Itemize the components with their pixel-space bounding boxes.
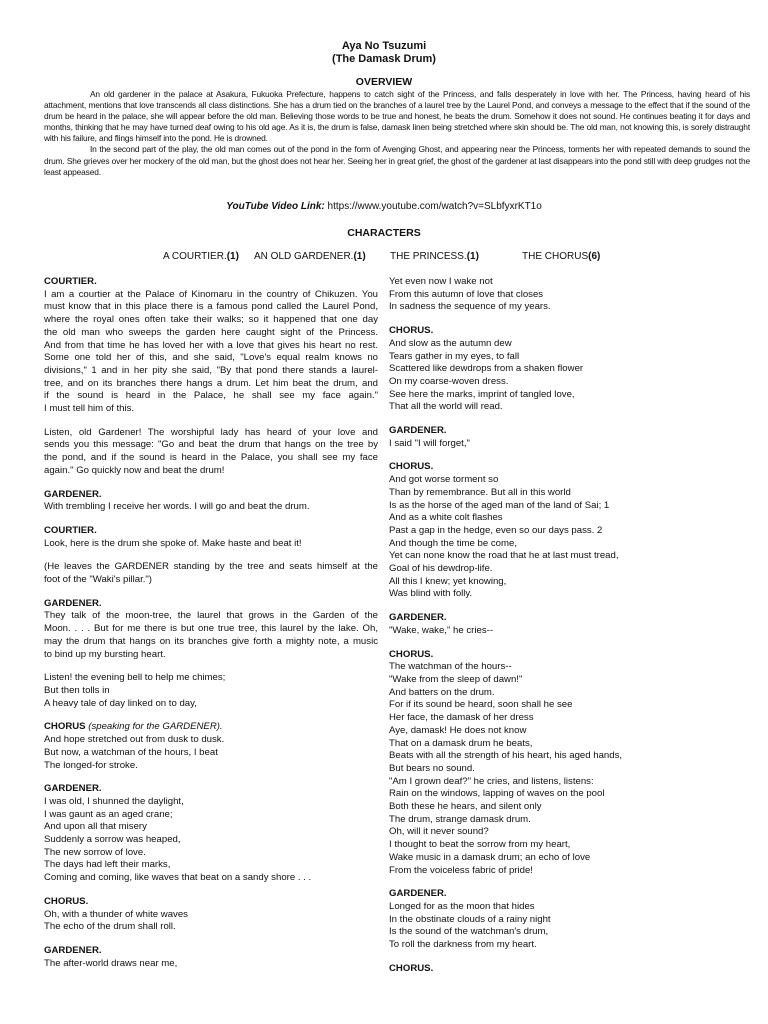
stage-direction: (speaking for the GARDENER). — [85, 721, 223, 733]
speaker-name — [44, 896, 378, 909]
dialogue-block — [44, 945, 378, 970]
script-line: Listen, old Gardener! The worshipful lady has heard of your love and — [44, 426, 378, 438]
script-line: Than by remembrance. But all in this world — [389, 486, 571, 498]
script-line: "Am I grown deaf?" he cries, and listens, listens: — [389, 775, 594, 787]
speaker-name — [44, 945, 378, 958]
dialogue-block — [44, 525, 378, 550]
character-count: (1) — [353, 251, 366, 262]
script-line: (He leaves the GARDENER standing by the tree and seats himself at the — [44, 561, 378, 573]
speaker-label: GARDENER. — [44, 783, 102, 795]
character-name: AN OLD GARDENER. — [254, 251, 354, 262]
play-subtitle: (The Damask Drum) — [332, 53, 436, 65]
script-line: Oh, will it never sound? — [389, 826, 489, 838]
script-line: the pond, and if the sound is heard in the Palace, you shall see my face — [44, 452, 378, 464]
script-line: And hope stretched out from dusk to dusk. — [44, 734, 225, 746]
script-line: The days had left their marks, — [44, 859, 171, 871]
script-line: Yet even now I wake not — [389, 276, 493, 287]
character-count: (1) — [466, 251, 479, 262]
script-line: Look, here is the drum she spoke of. Make haste and beat it! — [44, 537, 302, 549]
script-line: I was gaunt as an aged crane; — [44, 808, 173, 820]
script-line: Coming and coming, like waves that beat on a sandy shore . . . — [44, 872, 312, 884]
youtube-link-line — [0, 201, 768, 212]
script-line: Is as the horse of the aged man of the land of Sai; 1 — [389, 499, 610, 511]
script-line: On my coarse-woven dress. — [389, 375, 509, 387]
script-line: Both these he hears, and silent only — [389, 801, 542, 813]
script-line: Longed for as the moon that hides — [389, 900, 535, 912]
youtube-link-colon: : — [321, 201, 325, 212]
script-line: From this autumn of love that closes — [389, 288, 544, 300]
speaker-name — [389, 425, 734, 438]
script-line: sends you this message: "Go and beat the drum that hangs on the tree by — [44, 439, 378, 451]
dialogue-block — [44, 561, 378, 586]
script-line: Tears gather in my eyes, to fall — [389, 350, 520, 362]
dialogue-block — [389, 963, 734, 976]
script-line: I was old, I shunned the daylight, — [44, 795, 184, 807]
script-line: To roll the darkness from my heart. — [389, 939, 537, 951]
speaker-label: COURTIER. — [44, 276, 97, 287]
script-line: All this I knew; yet knowing, — [389, 575, 507, 587]
script-line: Oh, with a thunder of white waves — [44, 908, 188, 920]
character-count: (6) — [588, 251, 601, 262]
youtube-link-label: YouTube Video Link — [226, 201, 322, 212]
script-line: Wake music in a damask drum; an echo of love — [389, 851, 591, 863]
script-line: Rain on the windows, lapping of waves on the pool — [389, 788, 605, 800]
script-line: Was blind with folly. — [389, 588, 473, 600]
speaker-name — [44, 783, 378, 796]
overview-heading: OVERVIEW — [355, 76, 413, 88]
script-line: In the obstinate clouds of a rainy night — [389, 913, 551, 925]
dialogue-block — [389, 276, 734, 314]
script-line: See here the marks, imprint of tangled love, — [389, 388, 575, 400]
characters-heading: CHARACTERS — [347, 227, 421, 239]
speaker-label: CHORUS. — [389, 962, 434, 974]
dialogue-block — [389, 649, 734, 878]
play-title: Aya No Tsuzumi — [341, 40, 427, 52]
script-line: But then tolls in — [44, 684, 110, 696]
speaker-name — [44, 276, 378, 289]
dialogue-block — [44, 721, 378, 772]
script-line: In sadness the sequence of my years. — [389, 301, 551, 313]
dialogue-block — [44, 427, 378, 478]
script-line: Moon. . . . But for me there is but one true tree, this laurel by the lake. Oh, — [44, 623, 378, 635]
speaker-name — [389, 325, 734, 338]
script-line: For if its sound be heard, soon shall he see — [389, 699, 573, 711]
script-line: The longed-for stroke. — [44, 759, 138, 771]
speaker-label: CHORUS. — [389, 461, 434, 473]
script-line: And batters on the drum. — [389, 686, 495, 698]
speaker-label: GARDENER. — [44, 488, 102, 500]
script-line: Some one told her of this, and she said, "Love's equal realm knows no — [44, 352, 378, 364]
script-line: The after-world draws near me, — [44, 957, 178, 969]
script-line: to bind up my bursting heart. — [44, 648, 166, 660]
character-name: THE CHORUS — [522, 251, 589, 262]
script-right-column — [389, 276, 734, 986]
script-line: where the royal ones often take their walks; so it happened that one day — [44, 314, 378, 326]
character-chorus — [522, 251, 600, 262]
script-line: Aye, damask! He does not know — [389, 724, 527, 736]
script-line: if the sound is heard in the Palace, he shall see my face again." — [44, 390, 378, 402]
speaker-name — [389, 888, 734, 901]
dialogue-block — [389, 612, 734, 637]
script-line: Her face, the damask of her dress — [389, 712, 534, 724]
speaker-label: CHORUS. — [389, 325, 434, 337]
dialogue-block — [389, 425, 734, 450]
speaker-label: CHORUS. — [389, 648, 434, 660]
character-gardener — [254, 251, 366, 262]
script-line: And got worse torment so — [389, 474, 499, 486]
speaker-label: GARDENER. — [44, 597, 102, 609]
script-line: must know that in this place there is a famous pond called the Laurel Pond, — [44, 301, 378, 313]
script-line: And as a white colt flashes — [389, 512, 503, 524]
character-name: A COURTIER. — [163, 251, 227, 262]
script-line: may the drum that hangs on its branches give forth a mighty note, a music — [44, 635, 378, 647]
script-line: And from that time he has loved her with a love that gives his heart no rest. — [44, 339, 378, 351]
speaker-label: CHORUS — [44, 721, 86, 733]
speaker-label: CHORUS. — [44, 895, 89, 907]
script-line: "Wake from the sleep of dawn!" — [389, 673, 523, 685]
script-line: divisions," 1 and in her pity she said, "By that pond there stands a laurel- — [44, 364, 378, 376]
overview-paragraph: In the second part of the play, the old man comes out of the pond in the form of Avenging Ghost, and appearing near the Princess, torments her with repeated demands to sound the drum. She grieves over her mockery of the old man, but the ghost does not hear her. Seeing her in great grief, the ghost of the gardener at last disappears into the pond still with deep grudges not the least appeased. — [44, 144, 750, 177]
dialogue-block — [389, 888, 734, 952]
speaker-name — [389, 612, 734, 625]
dialogue-block — [44, 598, 378, 662]
speaker-label: GARDENER. — [389, 888, 447, 900]
script-line: The new sorrow of love. — [44, 846, 146, 858]
script-line: I must tell him of this. — [44, 403, 135, 415]
script-line: again." Go quickly now and beat the drum! — [44, 464, 225, 476]
character-courtier — [163, 251, 239, 262]
speaker-name — [44, 721, 378, 734]
script-line: I thought to beat the sorrow from my heart, — [389, 839, 571, 851]
script-line: But now, a watchman of the hours, I beat — [44, 746, 218, 758]
script-line: Scattered like dewdrops from a shaken flower — [389, 363, 584, 375]
script-line: tree, and on its branches there hangs a drum. Let him beat the drum, and — [44, 377, 378, 389]
script-left-column — [44, 276, 378, 981]
speaker-name — [389, 461, 734, 474]
script-line: the old man who sweeps the garden here caught sight of the Princess. — [44, 326, 378, 338]
script-line: "Wake, wake," he cries-- — [389, 624, 494, 636]
script-line: Yet can none know the road that he at last must tread, — [389, 550, 619, 562]
dialogue-block — [44, 896, 378, 934]
script-line: But bears no sound. — [389, 762, 475, 774]
script-line: Suddenly a sorrow was heaped, — [44, 834, 181, 846]
script-line: Beats with all the strength of his heart, his aged hands, — [389, 750, 623, 762]
script-line: I said "I will forget," — [389, 437, 470, 449]
speaker-name — [44, 525, 378, 538]
speaker-label: GARDENER. — [389, 425, 447, 437]
speaker-label: COURTIER. — [44, 524, 97, 536]
dialogue-block — [44, 672, 378, 710]
script-line: With trembling I receive her words. I will go and beat the drum. — [44, 501, 310, 513]
speaker-label: GARDENER. — [389, 612, 447, 624]
script-line: The drum, strange damask drum. — [389, 813, 531, 825]
script-line: The watchman of the hours-- — [389, 661, 512, 673]
script-line: That on a damask drum he beats, — [389, 737, 533, 749]
script-line: Goal of his dewdrop-life. — [389, 563, 493, 575]
script-line: That all the world will read. — [389, 401, 503, 413]
script-line: I am a courtier at the Palace of Kinomaru in the country of Chikuzen. You — [44, 288, 378, 300]
script-line: They talk of the moon-tree, the laurel that grows in the Garden of the — [44, 610, 378, 622]
speaker-name — [389, 649, 734, 662]
speaker-label: GARDENER. — [44, 944, 102, 956]
dialogue-block — [44, 783, 378, 885]
script-line: Past a gap in the hedge, even so our days pass. 2 — [389, 524, 603, 536]
dialogue-block — [389, 325, 734, 414]
speaker-name — [44, 598, 378, 611]
speaker-name — [389, 963, 734, 976]
dialogue-block — [44, 489, 378, 514]
script-line: foot of the "Waki's pillar.") — [44, 574, 152, 586]
script-line: Is the sound of the watchman's drum, — [389, 926, 549, 938]
dialogue-block — [44, 276, 378, 416]
character-count: (1) — [226, 251, 239, 262]
character-name: THE PRINCESS. — [390, 251, 467, 262]
overview-text — [44, 89, 750, 178]
script-line: And upon all that misery — [44, 821, 147, 833]
dialogue-block — [389, 461, 734, 601]
script-line: And though the time be come, — [389, 537, 517, 549]
script-line: From the voiceless fabric of pride! — [389, 864, 533, 876]
overview-paragraph: An old gardener in the palace at Asakura, Fukuoka Prefecture, happens to catch sight of the Princess, and falls desperately in love with her. The Princess, having heard of his attachment, mentions that love transcends all class distinctions. She has a drum tied on the branches of a laurel tree by the Laurel Pond, and conveys a message to the effect that if the sound of the drum be heard in the palace, she will appear before the old man. Believing those words to be true and honest, he beats the drum. Somehow it does not sound. He continues beating it for days and months, thinking that he may have turned deaf owing to his old age. As it is, the drum is false, damask linen being stretched where skin should be. The old man, not knowing this, is sorely distraught with his failure, and flings himself into the pond. He is drowned. — [44, 89, 750, 144]
speaker-name — [44, 489, 378, 502]
script-line: A heavy tale of day linked on to day, — [44, 697, 197, 709]
script-line: Listen! the evening bell to help me chimes; — [44, 672, 226, 684]
character-princess — [390, 251, 479, 262]
youtube-link-url[interactable]: https://www.youtube.com/watch?v=SLbfyxrKT1o — [324, 201, 542, 212]
script-line: The echo of the drum shall roll. — [44, 921, 176, 933]
script-line: And slow as the autumn dew — [389, 337, 512, 349]
